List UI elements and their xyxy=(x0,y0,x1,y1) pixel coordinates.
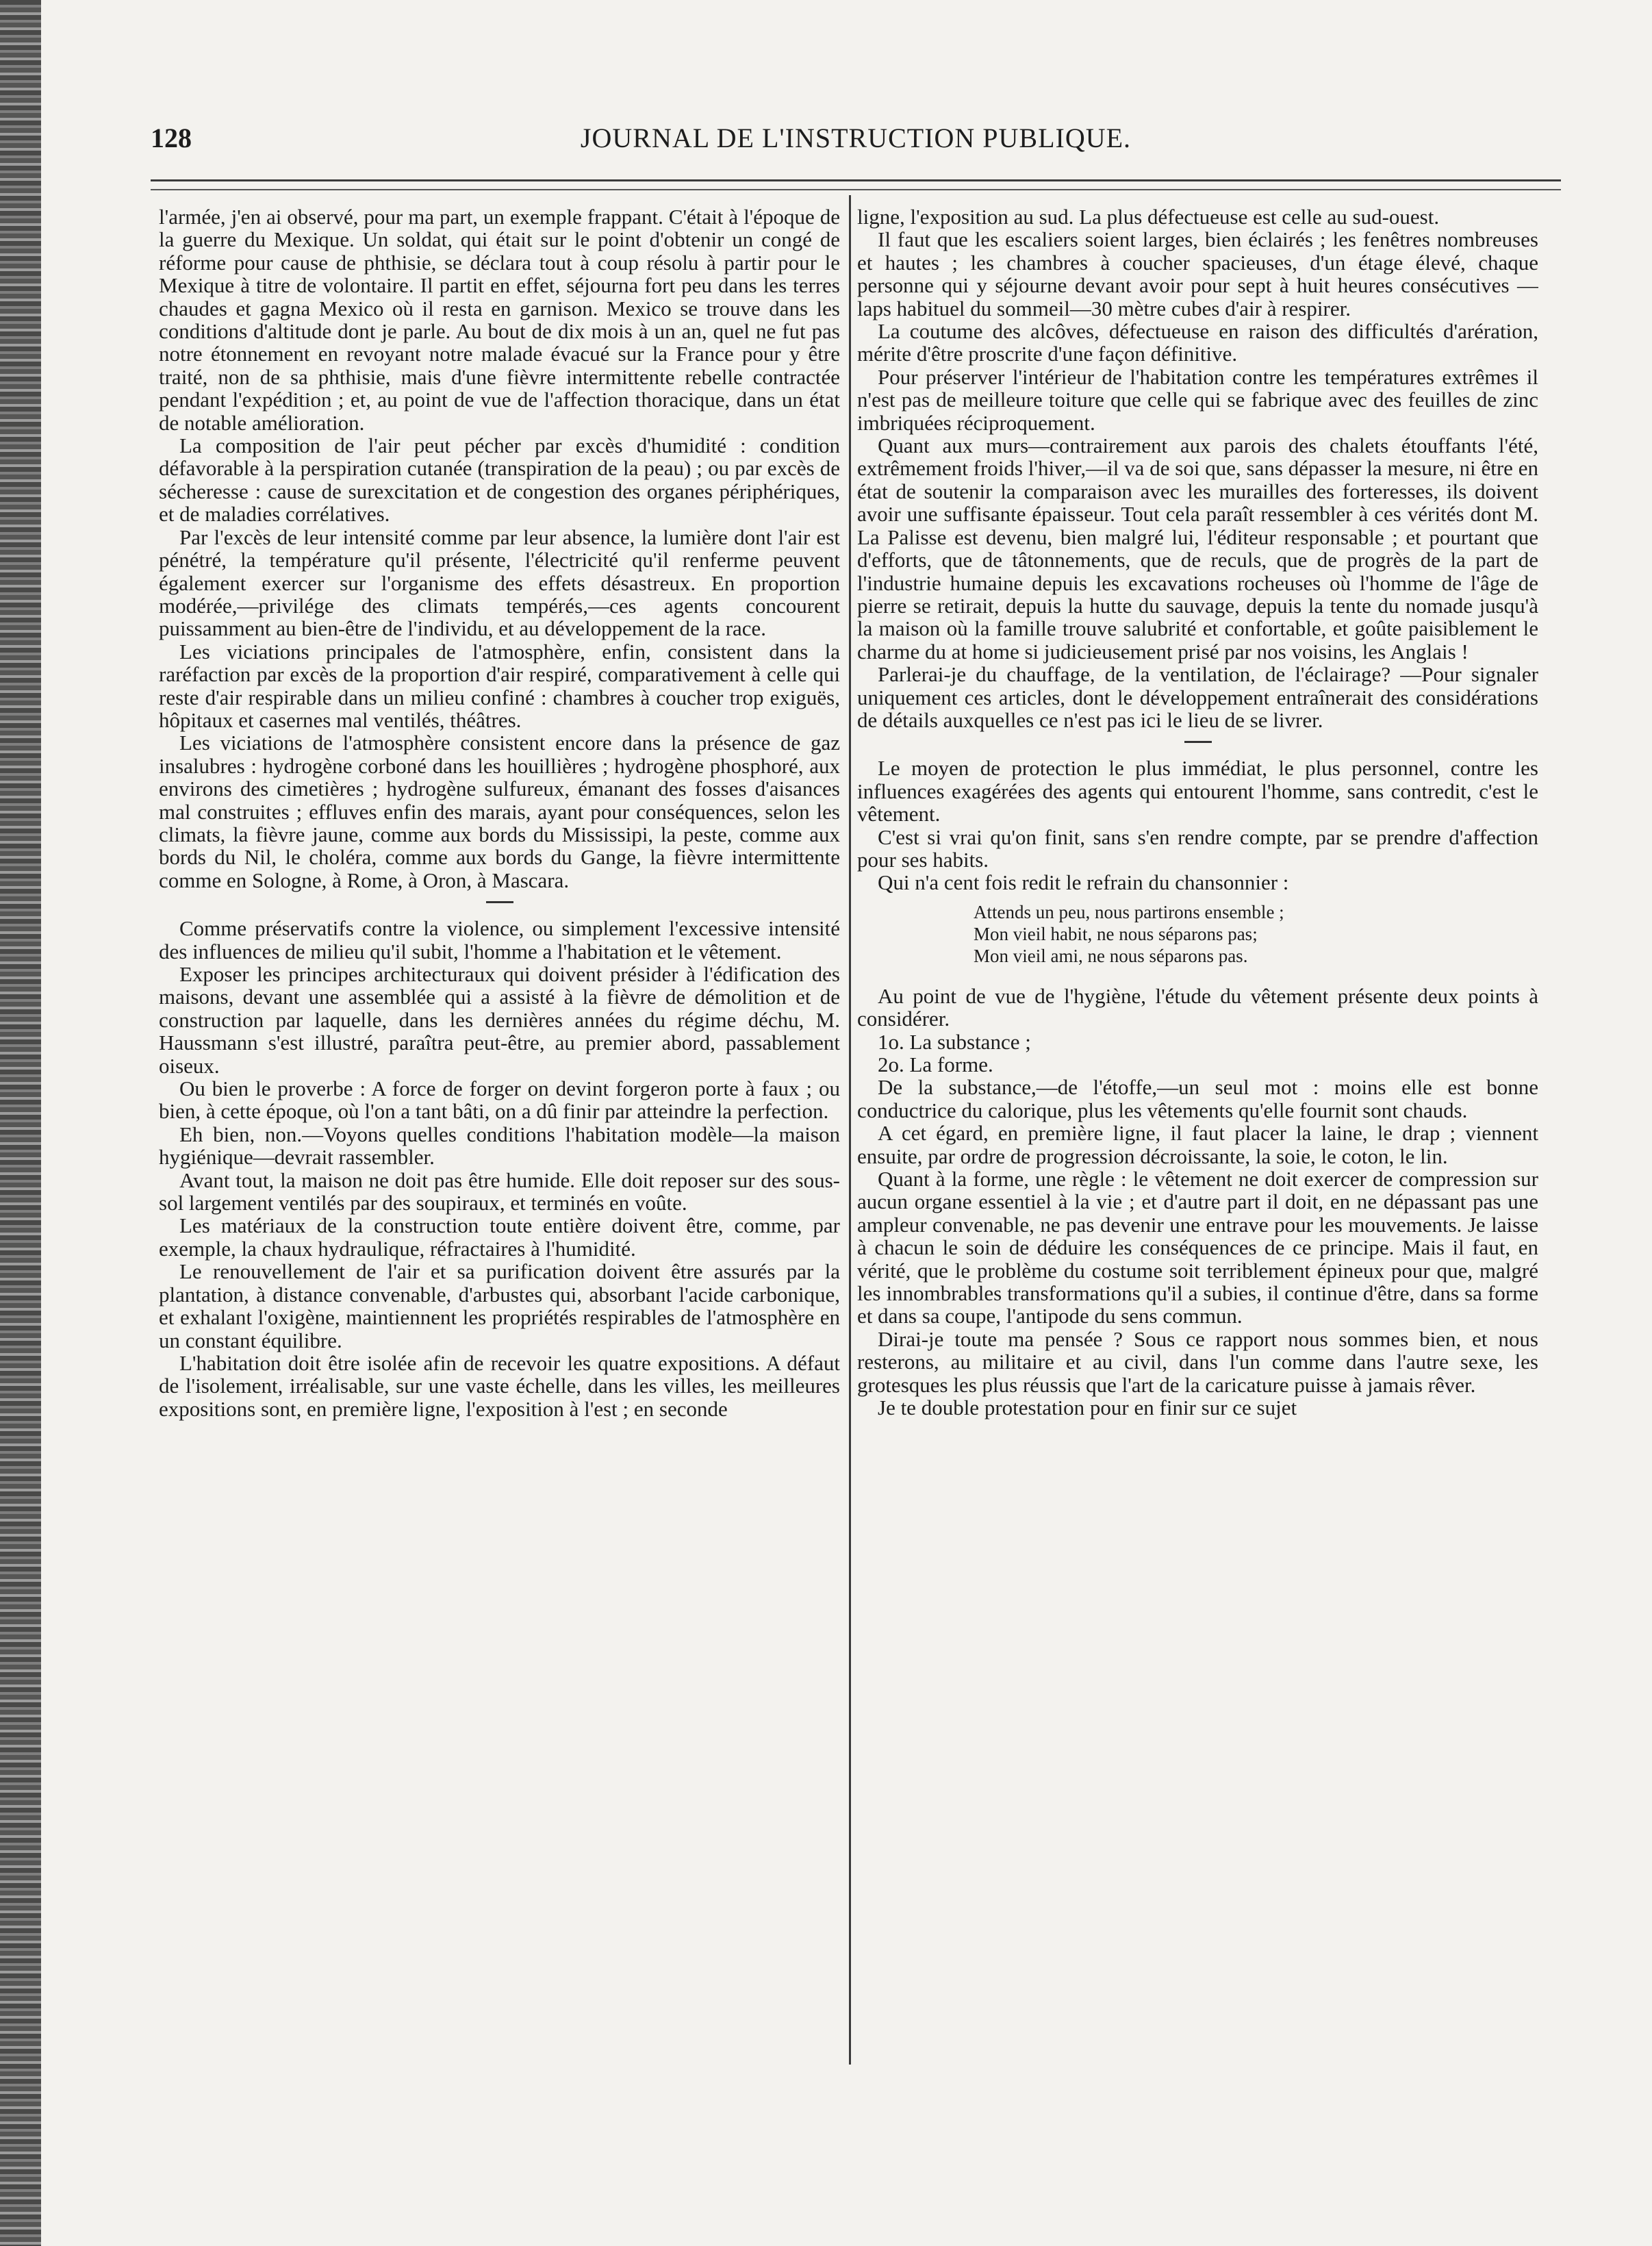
page-header xyxy=(151,122,1561,163)
paragraph: Le renouvellement de l'air et sa purification doivent être assurés par la plantation, à distance convenable, d'arbustes qui, absorbant l'acide carbonique, et exhalant l'oxigène, maintiennent les propriétés respirables de l'atmosphère en un constant équilibre. xyxy=(159,1259,840,1352)
poem-line: Mon vieil ami, ne nous séparons pas. xyxy=(974,945,1248,966)
paragraph: ligne, l'exposition au sud. La plus défectueuse est celle au sud-ouest. xyxy=(857,205,1440,229)
section-separator xyxy=(486,901,513,903)
paragraph: C'est si vrai qu'on finit, sans s'en rendre compte, par se prendre d'affection pour ses habits. xyxy=(857,824,1538,872)
poem-line: Mon vieil habit, ne nous séparons pas; xyxy=(974,923,1258,944)
paragraph: Pour préserver l'intérieur de l'habitation contre les températures extrêmes il n'est pas de meilleure toiture que celle qui se fabrique avec des feuilles de zinc imbriquées réciproquement. xyxy=(857,364,1538,435)
paragraph: Les matériaux de la construction toute entière doivent être, comme, par exemple, la chaux hydraulique, réfractaires à l'humidité. xyxy=(159,1213,840,1261)
paragraph: Quant aux murs—contrairement aux parois des chalets étouffants l'été, extrêmement froids l'hiver,—il va de soi que, sans dépasser la mesure, ni être en état de soutenir la comparaison avec les murailles des forteresses, ils doivent avoir une suffisante épaisseur. Tout cela paraît ressembler à ces vérités dont M. La Palisse est devenu, bien malgré lui, l'éditeur responsable ; et pourtant que d'efforts, que de tâtonnements, que de reculs, que de progrès de la part de l'industrie humaine depuis les excavations rocheuses où l'homme de l'âge de pierre se retirait, depuis la hutte du sauvage, depuis la tente du nomade jusqu'à la maison où la famille trouve salubrité et confortable, et goûte paisiblement le charme du at home si judicieusement prisé par nos voisins, les Anglais ! xyxy=(857,433,1538,664)
left-column xyxy=(159,205,840,2075)
section-separator xyxy=(1184,741,1212,743)
paragraph: Eh bien, non.—Voyons quelles conditions l'habitation modèle—la maison hygiénique—devrait rassembler. xyxy=(159,1122,840,1170)
paragraph: Comme préservatifs contre la violence, ou simplement l'excessive intensité des influences de milieu qu'il subit, l'homme a l'habitation et le vêtement. xyxy=(159,916,840,963)
book-binding-edge xyxy=(0,0,41,2246)
paragraph: Les viciations principales de l'atmosphère, enfin, consistent dans la raréfaction par excès de la proportion d'air respiré, comparativement à celle qui reste d'air respirable dans un milieu confiné : chambres à coucher trop exiguës, hôpitaux et casernes mal ventilés, théâtres. xyxy=(159,639,840,732)
page-number: 128 xyxy=(151,123,192,153)
paragraph: Avant tout, la maison ne doit pas être humide. Elle doit reposer sur des sous-sol largement ventilés par des soupiraux, et terminés en voûte. xyxy=(159,1168,840,1215)
paragraph: A cet égard, en première ligne, il faut placer la laine, le drap ; viennent ensuite, par ordre de progression décroissante, la soie, le coton, le lin. xyxy=(857,1121,1538,1168)
poem-line: Attends un peu, nous partirons ensemble ; xyxy=(974,901,1284,922)
paragraph: Le moyen de protection le plus immédiat, le plus personnel, contre les influences exagérées des agents qui entourent l'homme, sans contredit, c'est le vêtement. xyxy=(857,756,1538,827)
numbered-item: 1o. La substance ; xyxy=(878,1029,1031,1054)
paragraph: Parlerai-je du chauffage, de la ventilation, de l'éclairage? —Pour signaler uniquement ces articles, dont le développement entraînerait des considérations de détails auxquelles ce n'est pas ici le lieu de se livrer. xyxy=(857,662,1538,732)
paragraph: Ou bien le proverbe : A force de forger on devint forgeron porte à faux ; ou bien, à cette époque, où l'on a tant bâti, on a dû finir par atteindre la perfection. xyxy=(159,1076,840,1124)
song-quote xyxy=(974,901,1538,967)
column-divider xyxy=(849,195,851,2065)
paragraph: Quant à la forme, une règle : le vêtement ne doit exercer de compression sur aucun organe essentiel à la vie ; et d'autre part il doit, en ne dépassant pas une ampleur convenable, ne pas devenir une entrave pour les mouvements. Je laisse à chacun le soin de déduire les conséquences de ce principe. Mais il faut, en vérité, que le problème du costume soit terriblement épineux pour que, malgré les innombrables transformations qu'il a subies, il continue d'être, dans sa forme et dans sa coupe, l'antipode du sens commun. xyxy=(857,1167,1538,1328)
paragraph: Je te double protestation pour en finir sur ce sujet xyxy=(878,1396,1297,1420)
paragraph: Exposer les principes architecturaux qui doivent présider à l'édification des maisons, devant une assemblée qui a assisté à la fièvre de démolition et de construction par laquelle, dans les dernières années du régime déchu, M. Haussmann s'est illustré, paraîtra peut-être, au premier abord, passablement oiseux. xyxy=(159,962,840,1078)
paragraph: Les viciations de l'atmosphère consistent encore dans la présence de gaz insalubres : hydrogène corboné dans les houillières ; hydrogène phosphoré, aux environs des cimetières ; hydrogène sulfureux, émanant des fosses d'aisances mal construites ; effluves enfin des marais, ayant pour conséquences, selon les climats, la fièvre jaune, comme aux bords du Mississipi, la peste, comme aux bords du Nil, le choléra, comme aux bords du Gange, la fièvre intermittente comme en Sologne, à Rome, à Oron, à Mascara. xyxy=(159,731,840,892)
paragraph: Au point de vue de l'hygiène, l'étude du vêtement présente deux points à considérer. xyxy=(857,983,1538,1031)
journal-title: JOURNAL DE L'INSTRUCTION PUBLIQUE. xyxy=(580,123,1132,153)
paragraph: De la substance,—de l'étoffe,—un seul mot : moins elle est bonne conductrice du calorique, plus les vêtements qu'elle fournit sont chauds. xyxy=(857,1075,1538,1122)
right-column xyxy=(857,205,1538,2075)
paragraph: Il faut que les escaliers soient larges, bien éclairés ; les fenêtres nombreuses et hautes ; les chambres à coucher spacieuses, d'un étage élevé, chaque personne qui y séjourne devant avoir pour sept à huit heures consécutives —laps habituel du sommeil—30 mètre cubes d'air à respirer. xyxy=(857,227,1538,320)
paragraph: La composition de l'air peut pécher par excès d'humidité : condition défavorable à la perspiration cutanée (transpiration de la peau) ; ou par excès de sécheresse : cause de surexcitation et de congestion des organes périphériques, et de maladies corrélatives. xyxy=(159,433,840,527)
paragraph: l'armée, j'en ai observé, pour ma part, un exemple frappant. C'était à l'époque de la guerre du Mexique. Un soldat, qui était sur le point d'obtenir un congé de réforme pour cause de phthisie, se déclara tout à coup résolu à partir pour le Mexique à titre de volontaire. Il partit en effet, séjourna fort peu dans les terres chaudes et gagna Mexico où il resta en garnison. Mexico se trouve dans les conditions d'altitude dont je parle. Au bout de dix mois à un an, quel ne fut pas notre étonnement en revoyant notre malade évacué sur la France pour y être traité, non de sa phthisie, mais d'une fièvre intermittente rebelle contractée pendant l'expédition ; et, au point de vue de l'affection thoracique, dans un état de notable amélioration. xyxy=(159,205,840,435)
paragraph: Dirai-je toute ma pensée ? Sous ce rapport nous sommes bien, et nous resterons, au militaire et au civil, dans l'un comme dans l'autre sexe, les grotesques les plus réussis que l'art de la caricature puisse à jamais rêver. xyxy=(857,1326,1538,1397)
numbered-item: 2o. La forme. xyxy=(878,1052,993,1076)
paragraph: Par l'excès de leur intensité comme par leur absence, la lumière dont l'air est pénétré, la température qu'il présente, l'électricité qu'il renferme peuvent également exercer sur l'organisme des effets désastreux. En proportion modérée,—privilége des climats tempérés,—ces agents concourent puissamment au bien-être de l'individu, et au développement de la race. xyxy=(159,525,840,641)
header-rule xyxy=(151,179,1561,181)
header-rule-secondary xyxy=(151,189,1561,190)
paragraph: Qui n'a cent fois redit le refrain du chansonnier : xyxy=(878,870,1289,895)
paragraph: L'habitation doit être isolée afin de recevoir les quatre expositions. A défaut de l'isolement, irréalisable, sur une vaste échelle, dans les villes, les meilleures expositions sont, en première ligne, l'exposition à l'est ; en seconde xyxy=(159,1350,840,1421)
paragraph: La coutume des alcôves, défectueuse en raison des difficultés d'arération, mérite d'être proscrite d'une façon définitive. xyxy=(857,319,1538,366)
